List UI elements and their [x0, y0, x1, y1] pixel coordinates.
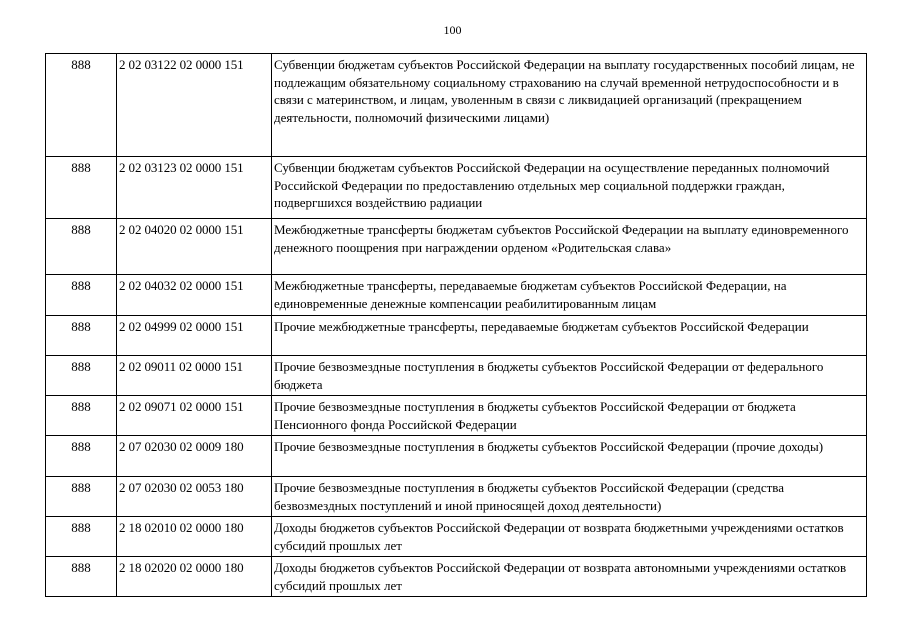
revenue-name-cell: Прочие безвозмездные поступления в бюджеты субъектов Российской Федерации (прочие доходы): [272, 436, 867, 477]
revenue-name-cell: Межбюджетные трансферты, передаваемые бюджетам субъектов Российской Федерации, на единовременные денежные компенсации реабилитированным лицам: [272, 275, 867, 316]
budget-code-cell: 2 02 03122 02 0000 151: [117, 54, 272, 157]
table-row: [46, 477, 867, 517]
budget-code-cell: 2 02 09071 02 0000 151: [117, 396, 272, 436]
budget-code-cell: 2 02 04020 02 0000 151: [117, 219, 272, 275]
budget-code-cell: 2 18 02020 02 0000 180: [117, 557, 272, 597]
budget-code-cell: 2 02 04032 02 0000 151: [117, 275, 272, 316]
revenue-name-cell: Субвенции бюджетам субъектов Российской Федерации на осуществление переданных полномочий Российской Федерации по предоставлению отдельных мер социальной поддержки граждан, подвергшихся воздействию радиации: [272, 157, 867, 219]
table-row: [46, 54, 867, 157]
table-row: [46, 436, 867, 477]
budget-code-cell: 2 07 02030 02 0009 180: [117, 436, 272, 477]
table-row: [46, 356, 867, 396]
admin-code-cell: 888: [46, 356, 117, 396]
table-row: [46, 316, 867, 356]
revenue-name-cell: Субвенции бюджетам субъектов Российской Федерации на выплату государственных пособий лицам, не подлежащим обязательному социальному страхованию на случай временной нетрудоспособности и в связи с материнством, и лицам, уволенным в связи с ликвидацией организаций (прекращением деятельности, полномочий физическими лицами): [272, 54, 867, 157]
budget-code-cell: 2 02 03123 02 0000 151: [117, 157, 272, 219]
revenue-name-cell: Прочие безвозмездные поступления в бюджеты субъектов Российской Федерации (средства безвозмездных поступлений и иной приносящей доход деятельности): [272, 477, 867, 517]
budget-revenue-table: [45, 53, 867, 597]
admin-code-cell: 888: [46, 477, 117, 517]
table-row: [46, 157, 867, 219]
admin-code-cell: 888: [46, 436, 117, 477]
table-row: [46, 517, 867, 557]
table-row: [46, 275, 867, 316]
admin-code-cell: 888: [46, 219, 117, 275]
revenue-name-cell: Доходы бюджетов субъектов Российской Федерации от возврата бюджетными учреждениями остатков субсидий прошлых лет: [272, 517, 867, 557]
admin-code-cell: 888: [46, 396, 117, 436]
budget-code-cell: 2 07 02030 02 0053 180: [117, 477, 272, 517]
budget-code-cell: 2 02 04999 02 0000 151: [117, 316, 272, 356]
admin-code-cell: 888: [46, 517, 117, 557]
budget-code-cell: 2 18 02010 02 0000 180: [117, 517, 272, 557]
revenue-name-cell: Межбюджетные трансферты бюджетам субъектов Российской Федерации на выплату единовременного денежного поощрения при награждении орденом «Родительская слава»: [272, 219, 867, 275]
admin-code-cell: 888: [46, 557, 117, 597]
page-number: 100: [443, 23, 462, 37]
admin-code-cell: 888: [46, 157, 117, 219]
revenue-name-cell: Прочие безвозмездные поступления в бюджеты субъектов Российской Федерации от федерального бюджета: [272, 356, 867, 396]
revenue-name-cell: Прочие безвозмездные поступления в бюджеты субъектов Российской Федерации от бюджета Пенсионного фонда Российской Федерации: [272, 396, 867, 436]
admin-code-cell: 888: [46, 316, 117, 356]
admin-code-cell: 888: [46, 275, 117, 316]
table-row: [46, 396, 867, 436]
table-row: [46, 219, 867, 275]
table-row: [46, 557, 867, 597]
admin-code-cell: 888: [46, 54, 117, 157]
revenue-name-cell: Доходы бюджетов субъектов Российской Федерации от возврата автономными учреждениями остатков субсидий прошлых лет: [272, 557, 867, 597]
revenue-name-cell: Прочие межбюджетные трансферты, передаваемые бюджетам субъектов Российской Федерации: [272, 316, 867, 356]
budget-code-cell: 2 02 09011 02 0000 151: [117, 356, 272, 396]
